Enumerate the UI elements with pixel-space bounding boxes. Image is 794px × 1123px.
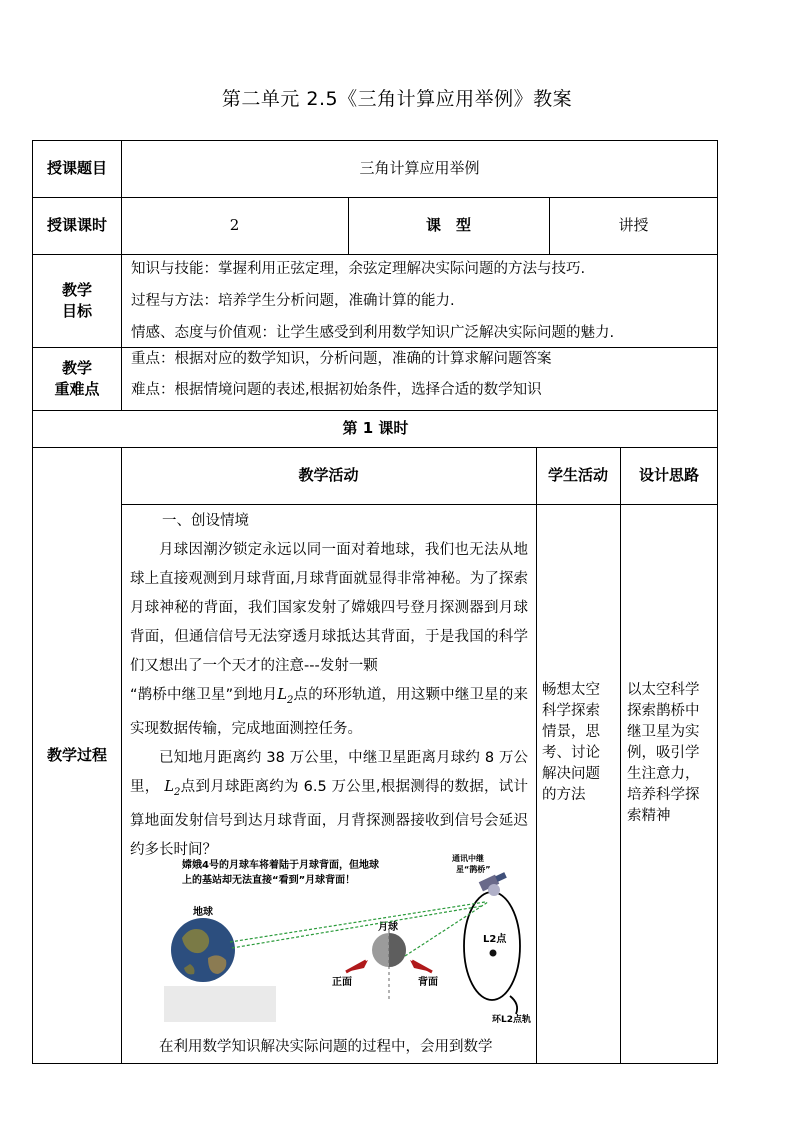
back-label: 背面: [418, 977, 438, 988]
moon-label: 月球: [378, 922, 398, 933]
earth-moon-relay-figure: [160, 852, 536, 1030]
para2-end: 点的环形轨道，用这颗中继卫星的来实现数据传输，完成地面测控任务。: [130, 687, 528, 737]
l2-letter: L: [277, 687, 287, 703]
keypoints-label-line1: 教学: [61, 358, 92, 377]
signal-line: [230, 902, 485, 942]
col-divider: [536, 447, 537, 1064]
class-type-label: 课 型: [425, 216, 471, 234]
topic-value: 三角计算应用举例: [359, 159, 480, 177]
col-header-design: 设计思路: [638, 466, 699, 484]
goals-label-line1: 教学: [61, 280, 92, 299]
orbit-arrow: [510, 996, 517, 1014]
para2-start: “鹊桥中继卫星”到地月: [130, 687, 278, 703]
l2-symbol: [277, 687, 294, 706]
keypoints-label: [33, 347, 121, 410]
col-header-activity: 教学活动: [298, 466, 359, 484]
moon-icon: [372, 930, 406, 1002]
figure-caption-line2: 上的基站却无法直接“看到”月球背面！: [182, 875, 356, 886]
difficult-point: 难点：根据情境问题的表述,根据初始条件，选择合适的数学知识: [131, 382, 542, 398]
activity-body: [130, 507, 528, 865]
process-label: 教学过程: [46, 746, 107, 764]
col-divider: [620, 447, 621, 1064]
col-header-student: 学生活动: [547, 466, 608, 484]
keypoints-label-line2: 重难点: [54, 379, 100, 398]
signal-line: [232, 906, 482, 948]
key-point: 重点：根据对应的数学知识，分析问题，准确的计算求解问题答案: [131, 351, 552, 367]
relay-label-line1: 通讯中继: [452, 854, 484, 863]
goals-label: [33, 254, 121, 347]
goal-knowledge: 知识与技能：掌握利用正弦定理，余弦定理解决实际问题的方法与技巧.: [131, 261, 586, 277]
question-paragraph: [130, 744, 528, 865]
scenario-paragraph-1: 月球因潮汐锁定永远以同一面对着地球，我们也无法从地球上直接观测到月球背面,月球背面就显得非常神秘。为了探索月球神秘的背面，我们国家发射了嫦娥四号登月探测器到月球背面，但通信信号无法穿透月球抵达其背面，于是我国的科学们又想出了一个天才的注意---发射一颗: [130, 542, 528, 674]
l2-subscript: 2: [286, 694, 294, 706]
keypoints-content: [131, 344, 716, 406]
l2-letter: L: [164, 778, 175, 795]
earth-icon: [171, 918, 235, 982]
front-label: 正面: [332, 977, 352, 988]
goal-process: 过程与方法：培养学生分析问题，准确计算的能力.: [131, 293, 455, 309]
l2-symbol: [164, 778, 181, 798]
session-heading: 第 1 课时: [342, 419, 409, 437]
col-divider: [121, 447, 122, 1064]
para3-end: 点到月球距离约为 6.5 万公里,根据测得的数据，试计算地面发射信号到达月球背面，月背探测器接收到信号会延迟约多长时间？: [130, 778, 529, 858]
goals-content: [131, 253, 716, 349]
section-heading: 一、创设情境: [162, 513, 249, 529]
blank-patch: [164, 986, 276, 1022]
l2-subscript: 2: [174, 786, 181, 798]
row-divider: [121, 504, 718, 505]
para3-start: 已知地月距离约 38 万公里，中继卫星距离月球约 8 万公里，: [130, 749, 528, 795]
scenario-paragraph-2: [130, 681, 528, 744]
page-title: 第二单元 2.5《三角计算应用举例》教案: [221, 88, 573, 110]
signal-line: [405, 902, 488, 956]
l2-orbit: [464, 892, 520, 1000]
class-type-value: 讲授: [618, 216, 649, 234]
relay-satellite-icon: [479, 872, 507, 896]
topic-label: 授课题目: [46, 159, 107, 177]
relay-label-line2: 星“鹊桥”: [456, 865, 491, 874]
earth-label: 地球: [193, 907, 213, 918]
l2-label: L2点: [483, 934, 507, 945]
goal-attitude: 情感、态度与价值观：让学生感受到利用数学知识广泛解决实际问题的魅力.: [131, 325, 615, 341]
l2-point-marker: [490, 950, 497, 957]
closing-paragraph: 在利用数学知识解决实际问题的过程中，会用到数学: [159, 1039, 493, 1055]
hours-label: 授课课时: [46, 216, 107, 234]
design-rationale-text: 以太空科学探索鹊桥中继卫星为实例，吸引学生注意力，培养科学探索精神: [627, 682, 700, 824]
hours-value: 2: [229, 216, 240, 234]
goals-label-line2: 目标: [61, 301, 92, 320]
orbit-label: 环L2点轨: [492, 1015, 531, 1025]
student-activity-text: 畅想太空科学探索情景，思考、讨论解决问题的方法: [542, 682, 600, 803]
figure-caption-line1: 嫦娥4号的月球车将着陆于月球背面，但地球: [182, 860, 379, 871]
